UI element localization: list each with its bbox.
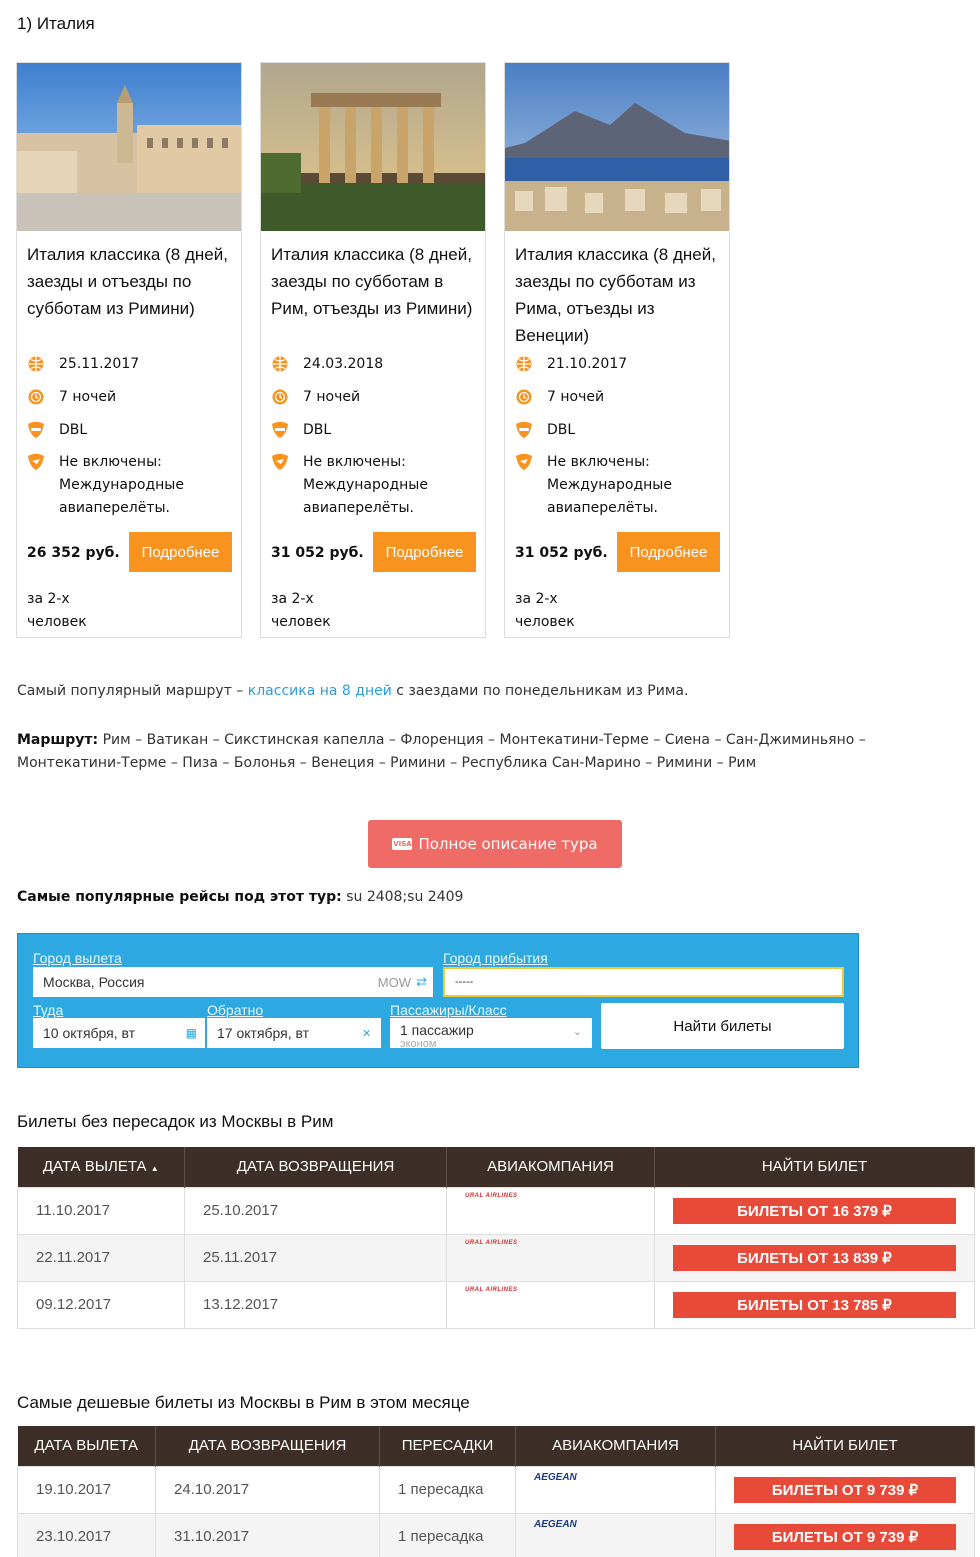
to-input[interactable] [443, 967, 844, 997]
globe-icon [27, 355, 47, 373]
tour-title[interactable]: Италия классика (8 дней, заезды по субботам в Рим, отъезды из Римини) [271, 245, 473, 318]
to-label: Город прибытия [443, 950, 548, 966]
tour-room: DBL [59, 422, 88, 438]
col-transfers[interactable]: ПЕРЕСАДКИ [380, 1426, 516, 1466]
tour-nights: 7 ночей [59, 389, 117, 405]
ural-airlines-logo: URAL AIRLINES [465, 1286, 518, 1293]
there-date-input[interactable] [33, 1018, 205, 1048]
aegean-logo: AEGEAN [534, 1518, 577, 1530]
airline-logo [516, 1513, 716, 1557]
clock-icon [271, 388, 291, 406]
plane-shield-icon [515, 453, 535, 471]
nights-row [515, 388, 604, 409]
departure-date: 09.12.2017 [18, 1281, 185, 1328]
globe-icon [515, 355, 535, 373]
details-button[interactable]: Подробнее [617, 532, 720, 572]
chevron-down-icon: ⌄ [572, 1026, 582, 1038]
table-row [18, 1513, 975, 1557]
popular-before: Самый популярный маршрут – [17, 683, 248, 699]
room-row [27, 421, 87, 442]
plane-shield-icon [271, 453, 291, 471]
airline-logo [447, 1187, 655, 1234]
ticket-button[interactable]: БИЛЕТЫ ОТ 16 379 ₽ [673, 1198, 956, 1224]
tour-card[interactable] [260, 62, 486, 638]
excluded-row [271, 453, 453, 520]
tour-title[interactable]: Италия классика (8 дней, заезды по субботам из Рима, отъезды из Венеции) [515, 245, 716, 345]
globe-icon [271, 355, 291, 373]
flights-value: su 2408;su 2409 [341, 889, 464, 905]
excluded-row [27, 453, 209, 520]
table-row [18, 1187, 975, 1234]
excluded-row [515, 453, 697, 520]
col-airline[interactable]: АВИАКОМПАНИЯ [447, 1147, 655, 1187]
nights-row [271, 388, 360, 409]
tour-room: DBL [303, 422, 332, 438]
col-find[interactable]: НАЙТИ БИЛЕТ [716, 1426, 975, 1466]
tour-date: 25.11.2017 [59, 356, 140, 372]
details-button[interactable]: Подробнее [129, 532, 232, 572]
popular-after: с заездами по понедельникам из Рима. [391, 683, 689, 699]
date-row [271, 355, 383, 376]
route-text [17, 729, 967, 775]
nights-row [27, 388, 116, 409]
tour-nights: 7 ночей [547, 389, 605, 405]
col-return[interactable]: ДАТА ВОЗВРАЩЕНИЯ [156, 1426, 380, 1466]
date-row [515, 355, 627, 376]
return-date: 13.12.2017 [185, 1281, 447, 1328]
tour-nights: 7 ночей [303, 389, 361, 405]
departure-date: 19.10.2017 [18, 1466, 156, 1513]
tour-price: 31 052 руб. [515, 545, 608, 561]
col-departure-label: ДАТА ВЫЛЕТА [42, 1158, 147, 1176]
find-tickets-button[interactable]: Найти билеты [601, 1003, 844, 1049]
bed-icon [515, 421, 535, 439]
pax-value: 1 пассажир [400, 1022, 474, 1038]
from-label: Город вылета [33, 950, 122, 966]
tour-excluded: Не включены: Международные авиаперелёты. [547, 454, 672, 516]
ticket-button[interactable]: БИЛЕТЫ ОТ 9 739 ₽ [734, 1524, 956, 1550]
tour-photo [261, 63, 485, 231]
classic-tour-link[interactable]: классика на 8 дней [247, 683, 392, 699]
transfers: 1 пересадка [380, 1466, 516, 1513]
back-value: 17 октября, вт [217, 1025, 310, 1041]
full-description-label: Полное описание тура [418, 835, 598, 853]
sort-icon[interactable]: ▲ [150, 1164, 159, 1174]
col-departure[interactable] [18, 1147, 185, 1187]
date-row [27, 355, 139, 376]
ural-airlines-logo: URAL AIRLINES [465, 1239, 518, 1246]
ticket-button[interactable]: БИЛЕТЫ ОТ 9 739 ₽ [734, 1477, 956, 1503]
calendar-icon[interactable]: ▦ [185, 1026, 197, 1040]
col-airline[interactable]: АВИАКОМПАНИЯ [516, 1426, 716, 1466]
table2-title: Самые дешевые билеты из Москвы в Рим в этом месяце [17, 1393, 470, 1412]
return-date: 31.10.2017 [156, 1513, 380, 1557]
swap-icon[interactable]: ⇄ [416, 974, 427, 989]
ural-airlines-logo: URAL AIRLINES [465, 1192, 518, 1199]
visa-icon: VISA [393, 840, 412, 848]
tour-excluded: Не включены: Международные авиаперелёты. [303, 454, 428, 516]
there-value: 10 октября, вт [43, 1025, 136, 1041]
tour-price: 26 352 руб. [27, 545, 120, 561]
tour-excluded: Не включены: Международные авиаперелёты. [59, 454, 184, 516]
clear-icon[interactable]: × [362, 1024, 371, 1042]
details-button[interactable]: Подробнее [373, 532, 476, 572]
back-label: Обратно [207, 1002, 264, 1018]
tour-card[interactable] [16, 62, 242, 638]
aegean-logo: AEGEAN [534, 1471, 577, 1483]
to-value: ----- [455, 976, 474, 988]
plane-shield-icon [27, 453, 47, 471]
flight-search-form [17, 933, 859, 1068]
room-row [271, 421, 331, 442]
table-row [18, 1234, 975, 1281]
bed-icon [271, 421, 291, 439]
airline-logo [447, 1234, 655, 1281]
route-label: Маршрут: [17, 732, 99, 748]
section-heading: 1) Италия [17, 14, 95, 33]
cheapest-tickets-table [17, 1426, 975, 1557]
tour-card[interactable] [504, 62, 730, 638]
flights-label: Самые популярные рейсы под этот тур: [17, 889, 342, 905]
table-row [18, 1466, 975, 1513]
return-date: 25.10.2017 [185, 1187, 447, 1234]
from-input[interactable] [33, 967, 433, 997]
col-find[interactable]: НАЙТИ БИЛЕТ [655, 1147, 975, 1187]
room-row [515, 421, 575, 442]
airline-logo [516, 1466, 716, 1513]
from-code: MOW [377, 974, 411, 990]
tour-per: за 2-х человек [27, 591, 87, 630]
from-value: Москва, Россия [43, 974, 145, 990]
popular-flights-text [17, 889, 463, 905]
tour-title[interactable]: Италия классика (8 дней, заезды и отъезды по субботам из Римини) [27, 245, 228, 318]
tour-date: 24.03.2018 [303, 356, 384, 372]
tour-per: за 2-х человек [271, 591, 331, 630]
tour-price: 31 052 руб. [271, 545, 364, 561]
col-return[interactable]: ДАТА ВОЗВРАЩЕНИЯ [185, 1147, 447, 1187]
direct-tickets-table [17, 1147, 975, 1329]
return-date: 24.10.2017 [156, 1466, 380, 1513]
departure-date: 11.10.2017 [18, 1187, 185, 1234]
transfers: 1 пересадка [380, 1513, 516, 1557]
pax-class: эконом [400, 1038, 437, 1048]
ticket-button[interactable]: БИЛЕТЫ ОТ 13 785 ₽ [673, 1292, 956, 1318]
pax-label: Пассажиры/Класс [390, 1002, 507, 1018]
bed-icon [27, 421, 47, 439]
ticket-button[interactable]: БИЛЕТЫ ОТ 13 839 ₽ [673, 1245, 956, 1271]
pax-select[interactable] [390, 1018, 592, 1048]
there-label: Туда [33, 1002, 64, 1018]
table-row [18, 1281, 975, 1328]
back-date-input[interactable] [207, 1018, 381, 1048]
airline-logo [447, 1281, 655, 1328]
full-description-button[interactable] [368, 820, 622, 868]
tour-photo [505, 63, 729, 231]
clock-icon [27, 388, 47, 406]
tour-per: за 2-х человек [515, 591, 575, 630]
tour-room: DBL [547, 422, 576, 438]
col-departure[interactable]: ДАТА ВЫЛЕТА [18, 1426, 156, 1466]
popular-route-text [17, 683, 688, 699]
tour-photo [17, 63, 241, 231]
departure-date: 23.10.2017 [18, 1513, 156, 1557]
route-value: Рим – Ватикан – Сикстинская капелла – Флоренция – Монтекатини-Терме – Сиена – Сан-Джиминьяно – Монтекатини-Терме – Пиза – Болонья – Венеция – Римини – Республика Сан-Марино – Римини – Рим [17, 732, 866, 771]
tour-date: 21.10.2017 [547, 356, 628, 372]
clock-icon [515, 388, 535, 406]
departure-date: 22.11.2017 [18, 1234, 185, 1281]
return-date: 25.11.2017 [185, 1234, 447, 1281]
table1-title: Билеты без пересадок из Москвы в Рим [17, 1112, 334, 1131]
